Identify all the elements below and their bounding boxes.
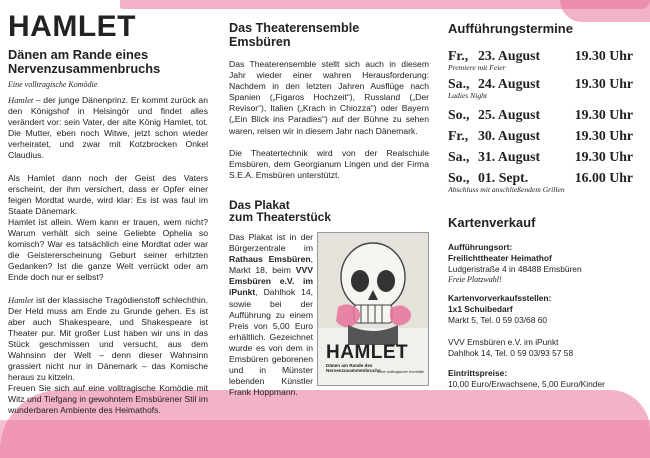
venue-address: Ludgeristraße 4 in 48488 Emsbüren	[448, 264, 582, 274]
date-date: 30. August	[478, 127, 541, 143]
price-block	[448, 368, 644, 390]
plakat-heading-line1: Das Plakat	[229, 197, 290, 212]
plakat-text1: Das Plakat ist in der Bürgerzentrale im	[229, 231, 313, 254]
intro-text: – der junge Dänenprinz. Er kommt zurück an den Königshof in Helsingör und findet alles verändert vor: sein Vater, der alte König Hamlet, tot. Die Mutter, eben noch Witwe, jetzt schon wieder verheiratet, und zwar mit Kotzbrocken Onkel Claudius.	[8, 95, 208, 161]
skull-illustration	[318, 235, 428, 345]
date-date: 23. August	[478, 47, 541, 63]
hamlet-lead: Hamlet	[8, 95, 34, 105]
plakat-rathaus: Rathaus Emsbüren	[229, 254, 311, 265]
date-time: 19.30 Uhr	[574, 106, 633, 122]
paragraph-enjoy: Freuen Sie sich auf eine volltragische Komödie mit Witz und Tiefgang in gewohntem Emsbürener Stil im wunderbaren Ambiente des Heimathofs.	[8, 383, 208, 416]
poster-genre: Eine volltragische Komödie	[378, 369, 424, 374]
date-note: Abschluss mit anschließendem Grillen	[448, 184, 565, 194]
plakat-heading-line2: zum Theaterstück	[229, 210, 332, 225]
date-row	[448, 48, 644, 72]
date-day: Fr.,	[448, 127, 469, 143]
date-date: 01. Sept.	[478, 169, 529, 185]
paragraph-intro	[8, 95, 208, 162]
subtitle-line1: Dänen am Rande eines	[8, 47, 149, 62]
poster-subtitle: Dänen am Rande des Nervenzusammenbruchs	[326, 362, 381, 373]
date-time: 19.30 Uhr	[574, 127, 633, 143]
price-label: Eintrittspreise:	[448, 368, 508, 378]
termine-heading: Aufführungstermine	[448, 21, 573, 36]
date-row	[448, 128, 644, 143]
date-time: 16.00 Uhr	[574, 169, 633, 185]
poster-image	[317, 232, 429, 386]
venue-note: Freie Platzwahl!	[448, 275, 502, 284]
date-note: Premiere mit Feier	[448, 62, 506, 72]
date-day: Fr.,	[448, 47, 469, 63]
date-row	[448, 76, 644, 100]
venue-name: Freilichttheater Heimathof	[448, 253, 552, 263]
presale-1-name: 1x1 Schuibedarf	[448, 304, 513, 314]
ensemble-heading	[229, 22, 429, 49]
paragraph-alone: Hamlet ist allein. Wem kann er trauen, wem nicht? Warum verhält sich seine Geliebte Ophelia so komisch? War es tatsächlich eine Mordtat oder war die Geistererscheinung Geburt seiner erhitzten Gedanken? Ist die ganze Welt verrückt oder am Ende doch nur er selbst?	[8, 216, 208, 283]
date-day: Sa.,	[448, 148, 470, 164]
kartenverkauf-heading: Kartenverkauf	[448, 214, 536, 230]
dates-list	[448, 48, 644, 194]
date-row	[448, 107, 644, 122]
venue-label: Aufführungsort:	[448, 242, 513, 252]
venue-block	[448, 242, 644, 284]
date-time: 19.30 Uhr	[574, 75, 633, 91]
classic-text: ist der klassische Tragödienstoff schlechthin. Der Held muss am Ende zu Grunde gehen. Es ist aber auch Shakespeare, und Shakespeare ist Theater pur. Mit großer Lust haben wir uns in das Stück geschmissen und versucht, aus dem Wahnsinn der Welt – denn dieser Wahnsinn grassiert nicht nur in Dänemark – das Komische heraus zu kitzeln.	[8, 294, 208, 383]
column-hamlet	[8, 0, 208, 417]
presale-1-address: Markt 5, Tel. 0 59 03/68 60	[448, 315, 548, 325]
date-date: 25. August	[478, 106, 541, 122]
column-termine	[448, 0, 644, 390]
ensemble-heading-line2: Emsbüren	[229, 34, 291, 49]
poster-title: HAMLET	[326, 341, 409, 363]
plakat-vvv: VVV Emsbüren e.V. im iPunkt	[229, 265, 313, 298]
date-note: Ladies Night	[448, 90, 488, 100]
paragraph-ghost: Als Hamlet dann noch der Geist des Vaters erscheint, der ihm versichert, dass er Opfer einer feigen Mordtat wurde, wird klar: Es ist was faul im Staate Dänemark.	[8, 172, 208, 216]
subtitle	[8, 48, 208, 76]
date-day: So.,	[448, 106, 470, 122]
ensemble-heading-line1: Das Theaterensemble	[229, 21, 360, 35]
presale-block	[448, 293, 644, 359]
plakat-paragraph	[229, 232, 313, 398]
paragraph-classic	[8, 295, 208, 384]
date-row	[448, 170, 644, 194]
ensemble-paragraph: Das Theaterensemble stellt sich auch in diesem Jahr wieder einer wahren Herausforderung: Nachdem in den letzten Jahren Ausflüge nach Spanien („Figaros Hochzeit“), Russland („Der Revisor“), Italien („Krach in Chiozza“) oder Bayern („Ein Blick ins Paradies“) auf der Bühne zu sehen waren, reisen wir in diesem Jahr nach Dänemark.	[229, 59, 429, 136]
plakat-heading	[229, 199, 429, 224]
presale-2-address: Dahlhok 14, Tel. 0 59 03/93 57 58	[448, 348, 574, 358]
presale-label: Kartenvorverkaufsstellen:	[448, 293, 552, 303]
hamlet-lead-2: Hamlet	[8, 294, 34, 305]
date-date: 31. August	[478, 148, 541, 164]
technik-paragraph: Die Theatertechnik wird von der Realschule Emsbüren, dem Georgianum Lingen und der Firma S.E.A. Emsbüren unterstützt.	[229, 147, 429, 180]
date-day: So.,	[448, 169, 470, 185]
column-ensemble	[229, 0, 429, 398]
date-time: 19.30 Uhr	[574, 47, 633, 63]
genre-line: Eine volltragische Komödie	[8, 80, 98, 89]
brush-stroke-bottom-2	[0, 420, 650, 458]
date-row	[448, 149, 644, 164]
date-time: 19.30 Uhr	[574, 148, 633, 164]
plakat-text3: , Dahlhok 14, sowie bei der Aufführung zu einem Preis von 5,00 Euro erhältlich. Gezeichnet wurde es von dem in Emsbüren geborenen und in Münster lebenden Künstler Frank Hoppmann.	[229, 287, 313, 398]
subtitle-line2: Nervenzusammenbruchs	[8, 61, 161, 76]
date-date: 24. August	[478, 75, 541, 91]
price-text: 10,00 Euro/Erwachsene, 5,00 Euro/Kinder	[448, 379, 605, 389]
date-day: Sa.,	[448, 75, 470, 91]
presale-2-name: VVV Emsbüren e.V. im iPunkt	[448, 337, 559, 347]
page-title: HAMLET	[8, 10, 136, 43]
plakat-text2: , Markt 18, beim	[229, 254, 313, 276]
